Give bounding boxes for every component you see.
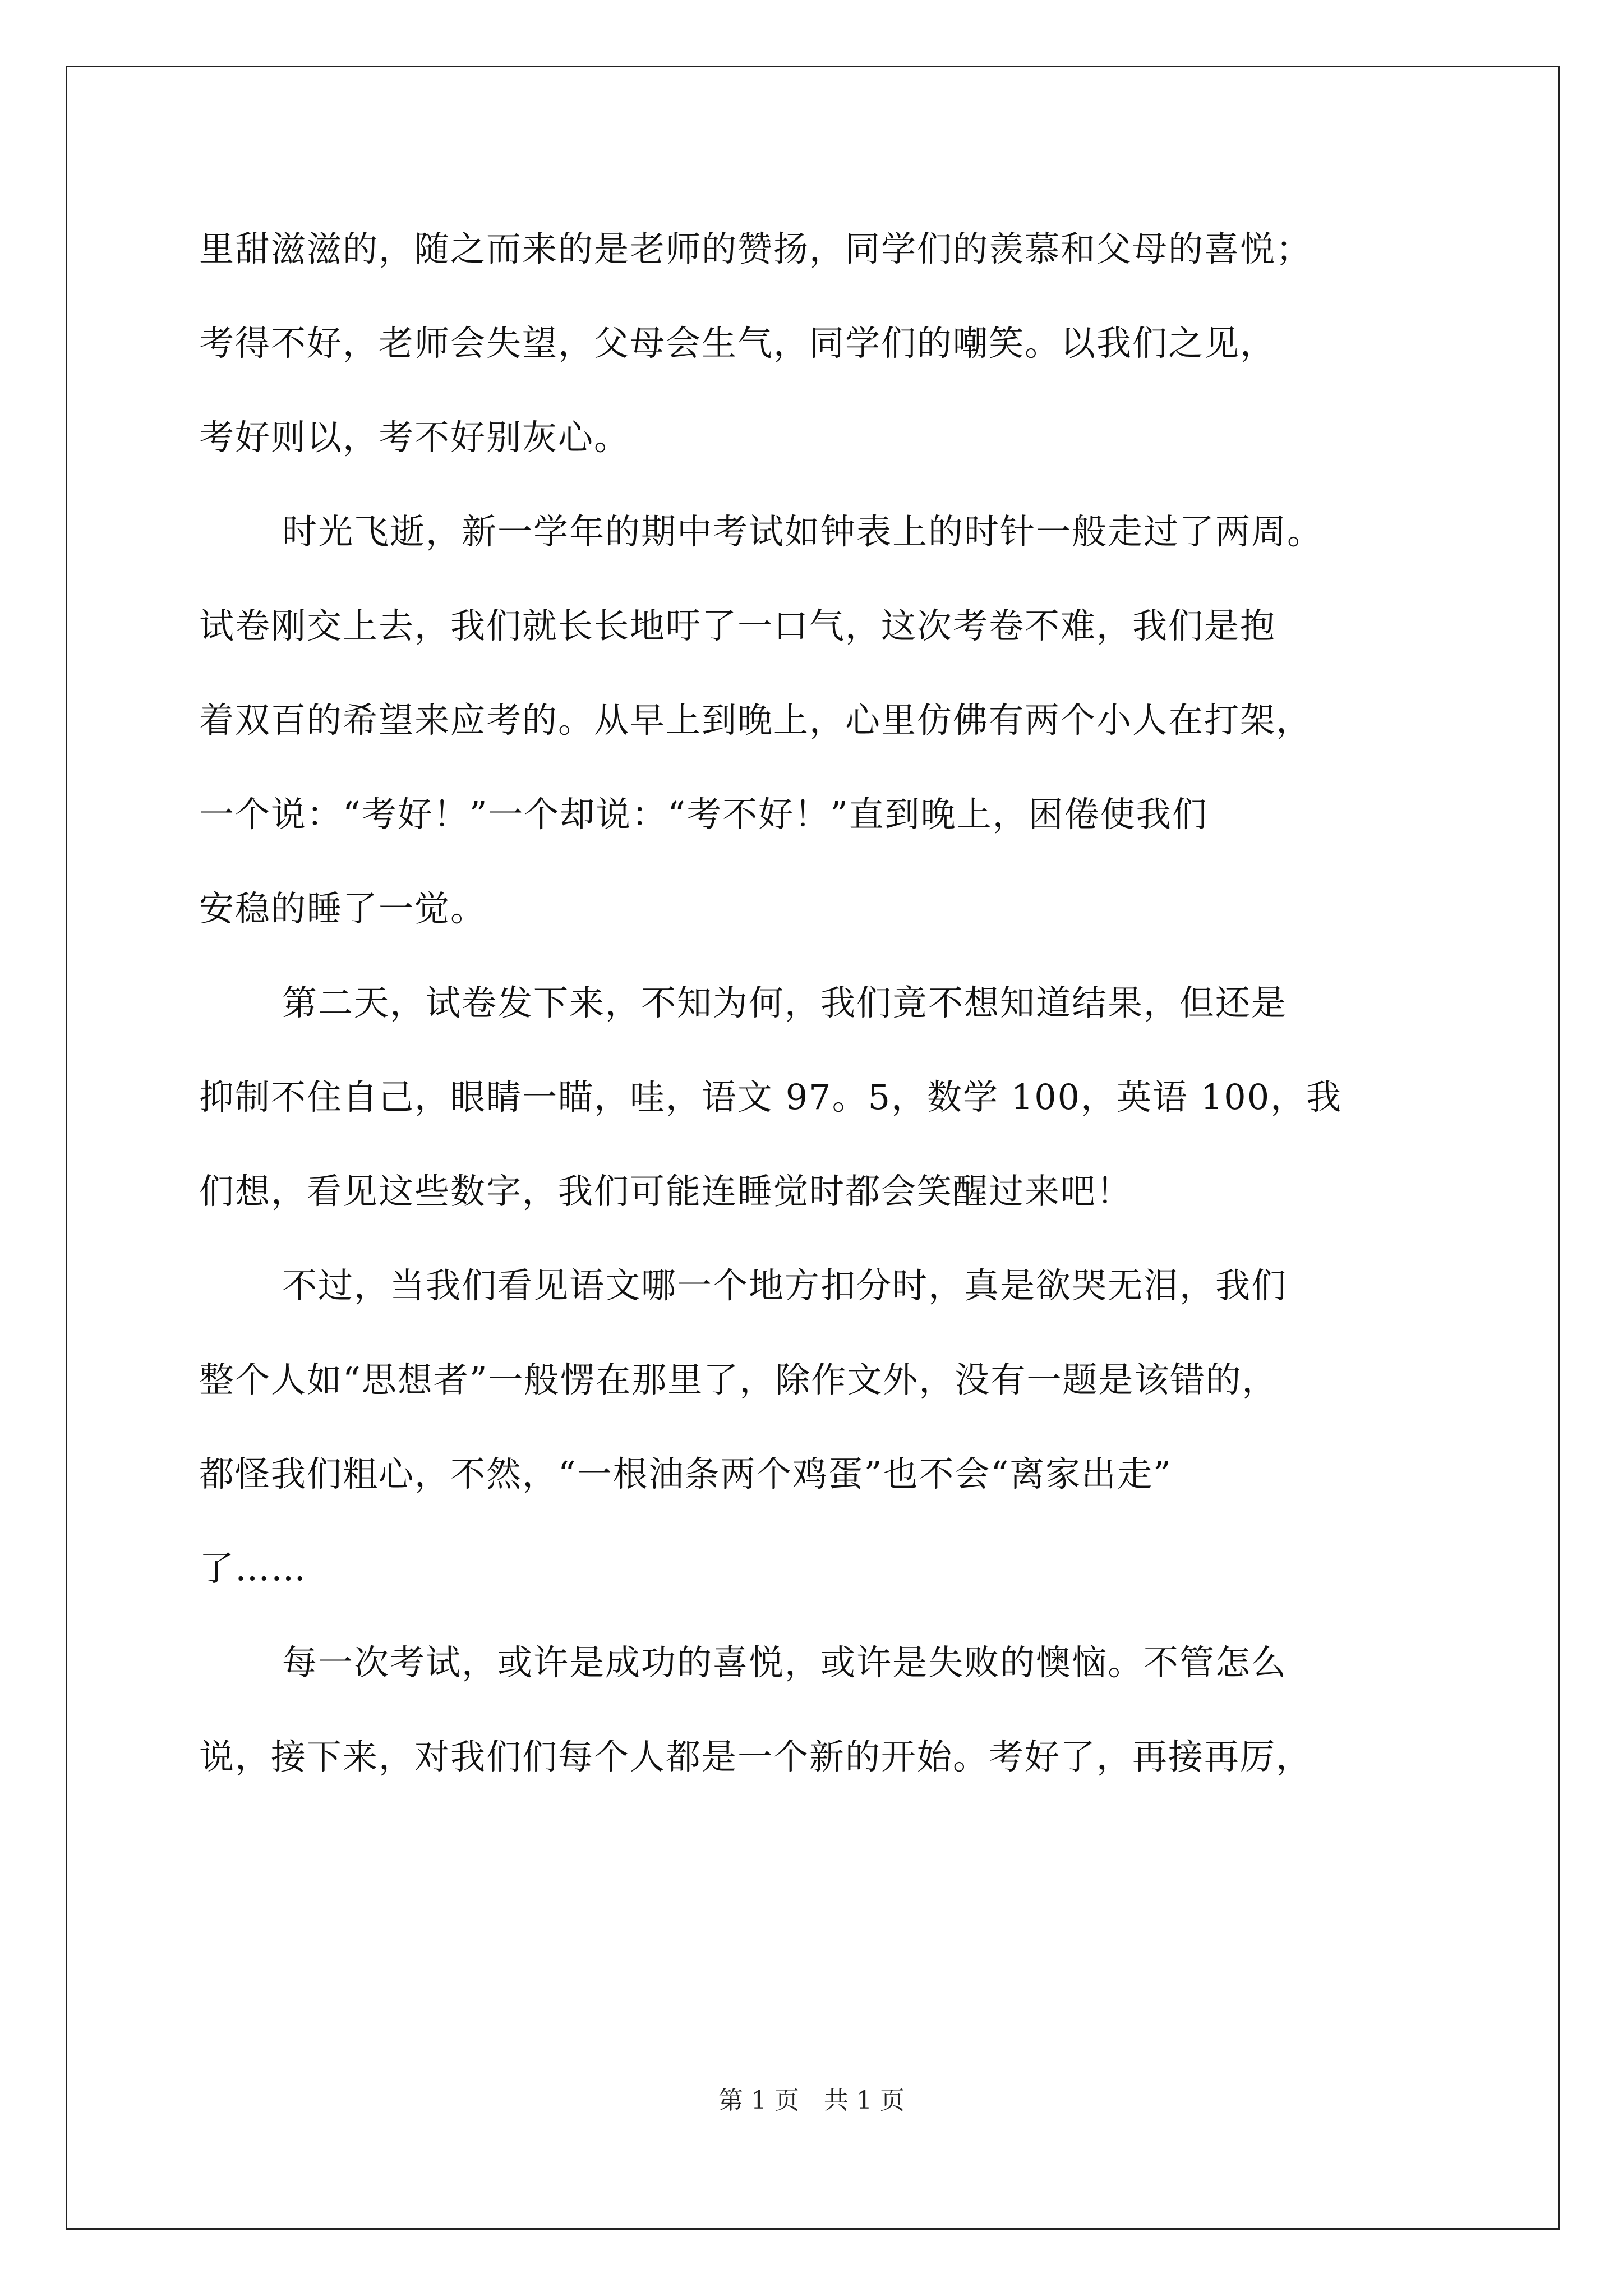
text-line-13: 整个人如“思想者”一般愣在那里了，除作文外，没有一题是该错的， bbox=[199, 1359, 1278, 1400]
text-line-10: 抑制不住自己，眼睛一瞄，哇，语文 97。5，数学 100，英语 100，我 bbox=[199, 1076, 1343, 1117]
text-line-11: 们想，看见这些数字，我们可能连睡觉时都会笑醒过来吧！ bbox=[199, 1171, 1133, 1212]
text-line-16: 每一次考试，或许是成功的喜悦，或许是失败的懊恼。不管怎么 bbox=[282, 1642, 1288, 1683]
text-line-17: 说，接下来，对我们们每个人都是一个新的开始。考好了，再接再厉， bbox=[199, 1736, 1312, 1777]
text-line-5: 试卷刚交上去，我们就长长地吁了一口气，这次考卷不难，我们是抱 bbox=[199, 605, 1276, 646]
text-line-3: 考好则以，考不好别灰心。 bbox=[199, 417, 630, 458]
text-line-1: 里甜滋滋的，随之而来的是老师的赞扬，同学们的羡慕和父母的喜悦； bbox=[199, 228, 1312, 269]
text-line-4: 时光飞逝，新一学年的期中考试如钟表上的时针一般走过了两周。 bbox=[282, 511, 1324, 552]
text-line-9: 第二天，试卷发下来，不知为何，我们竟不想知道结果，但还是 bbox=[282, 982, 1288, 1023]
page-number-footer: 第 1 页 共 1 页 bbox=[718, 2086, 905, 2115]
text-line-2: 考得不好，老师会失望，父母会生气，同学们的嘲笑。以我们之见， bbox=[199, 323, 1276, 364]
text-line-8: 安稳的睡了一觉。 bbox=[199, 888, 487, 929]
text-line-6: 着双百的希望来应考的。从早上到晚上，心里仿佛有两个小人在打架， bbox=[199, 700, 1312, 740]
text-line-15: 了…… bbox=[199, 1548, 307, 1589]
text-line-7: 一个说：“考好！”一个却说：“考不好！”直到晚上，困倦使我们 bbox=[199, 794, 1208, 835]
text-line-12: 不过，当我们看见语文哪一个地方扣分时，真是欲哭无泪，我们 bbox=[282, 1265, 1288, 1306]
text-line-14: 都怪我们粗心，不然，“一根油条两个鸡蛋”也不会“离家出走” bbox=[199, 1453, 1172, 1494]
document-body bbox=[199, 202, 1433, 1804]
